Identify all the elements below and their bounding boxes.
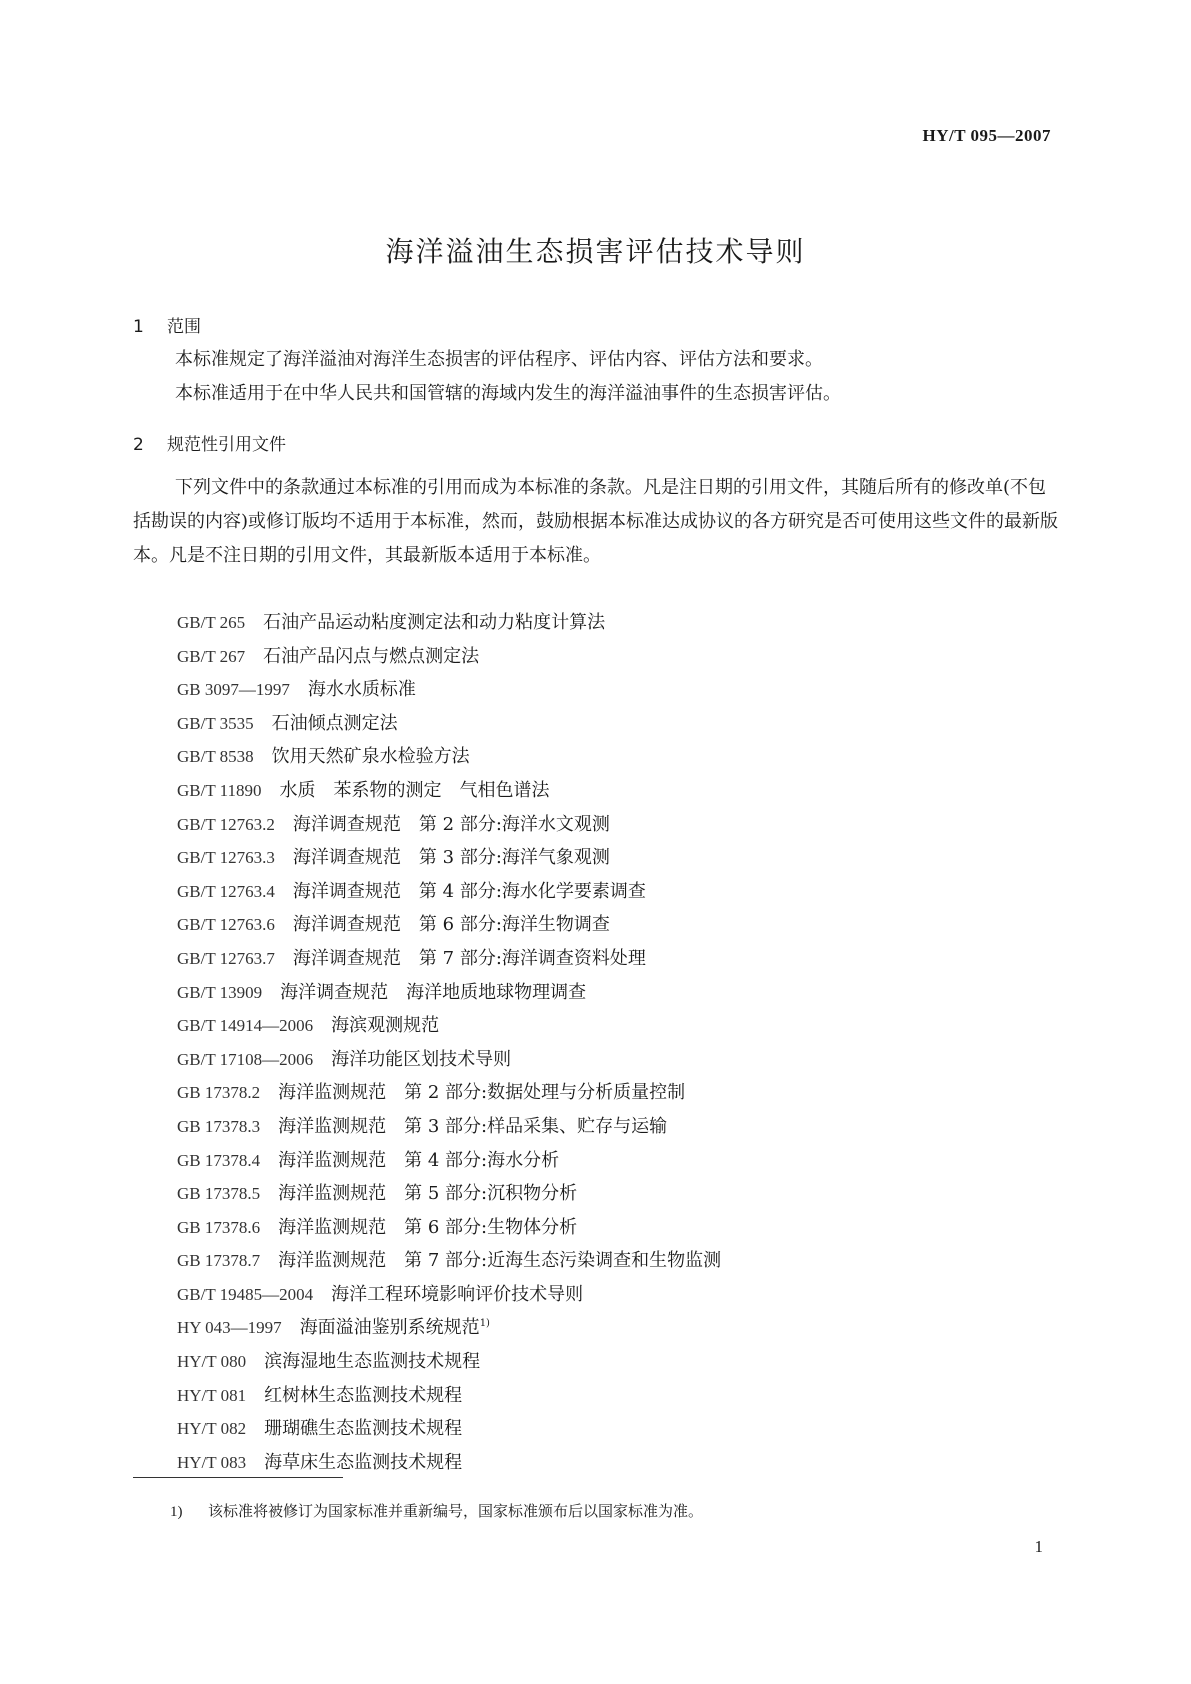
reference-title: 海洋监测规范 第 3 部分:样品采集、贮存与运输	[278, 1115, 668, 1137]
footnote	[170, 1500, 703, 1521]
section-title: 规范性引用文件	[167, 435, 286, 455]
reference-code: HY 043—1997	[177, 1318, 282, 1338]
reference-title: 海洋监测规范 第 4 部分:海水分析	[278, 1149, 560, 1171]
reference-item	[177, 1177, 721, 1211]
reference-item	[177, 640, 721, 674]
reference-code: GB 17378.4	[177, 1150, 261, 1170]
paragraph: 下列文件中的条款通过本标准的引用而成为本标准的条款。凡是注日期的引用文件，其随后所有的修改单(不包括勘误的内容)或修订版均不适用于本标准，然而，鼓励根据本标准达成协议的各方研究是否可使用这些文件的最新版本。凡是不注日期的引用文件，其最新版本适用于本标准。	[133, 477, 1059, 566]
reference-title: 海洋功能区划技术导则	[331, 1048, 512, 1070]
reference-item	[177, 1110, 721, 1144]
reference-item	[177, 1076, 721, 1110]
reference-code: HY/T 083	[177, 1452, 247, 1472]
reference-code: GB/T 12763.6	[177, 915, 275, 935]
reference-title: 滨海湿地生态监测技术规程	[264, 1351, 481, 1373]
reference-code: GB/T 12763.7	[177, 948, 275, 968]
page-number: 1	[1034, 1537, 1043, 1556]
reference-code: GB/T 11890	[177, 780, 262, 800]
standard-number: HY/T 095—2007	[922, 126, 1051, 145]
reference-item	[177, 1009, 721, 1043]
reference-item	[177, 1311, 721, 1345]
reference-code: GB/T 12763.4	[177, 881, 275, 901]
reference-item	[177, 606, 721, 640]
reference-code: HY/T 080	[177, 1352, 247, 1372]
reference-code: GB/T 265	[177, 613, 246, 632]
reference-item	[177, 942, 721, 976]
reference-list	[177, 606, 721, 1479]
footnote-separator	[133, 1477, 343, 1478]
section-heading-scope	[133, 312, 201, 337]
reference-item	[177, 1144, 721, 1178]
reference-code: HY/T 082	[177, 1419, 247, 1439]
section-references-intro	[133, 471, 1063, 573]
reference-code: GB 3097—1997	[177, 680, 290, 700]
reference-title: 石油倾点测定法	[271, 712, 398, 734]
reference-title: 珊瑚礁生态监测技术规程	[264, 1418, 463, 1440]
paragraph: 本标准适用于在中华人民共和国管辖的海域内发生的海洋溢油事件的生态损害评估。	[175, 383, 841, 404]
footnote-text: 该标准将被修订为国家标准并重新编号，国家标准颁布后以国家标准为准。	[208, 1502, 704, 1520]
footnote-mark: 1)	[170, 1504, 183, 1520]
reference-code: HY/T 081	[177, 1385, 247, 1405]
footnote-ref: 1)	[479, 1318, 490, 1330]
reference-title: 饮用天然矿泉水检验方法	[271, 746, 470, 768]
reference-item	[177, 976, 721, 1010]
reference-title: 海洋调查规范 海洋地质地球物理调查	[280, 981, 587, 1003]
reference-title: 海草床生态监测技术规程	[264, 1451, 463, 1473]
reference-code: GB 17378.2	[177, 1083, 261, 1103]
section-number: 2	[133, 435, 144, 455]
reference-title: 海洋调查规范 第 7 部分:海洋调查资料处理	[292, 947, 646, 969]
reference-item	[177, 673, 721, 707]
reference-title: 石油产品闪点与燃点测定法	[263, 645, 480, 667]
reference-code: GB/T 3535	[177, 713, 254, 733]
section-title: 范围	[167, 317, 201, 337]
reference-title: 石油产品运动粘度测定法和动力粘度计算法	[263, 612, 606, 633]
reference-code: GB/T 267	[177, 646, 246, 666]
reference-item	[177, 774, 721, 808]
reference-item	[177, 1412, 721, 1446]
reference-item	[177, 1043, 721, 1077]
reference-title: 海洋调查规范 第 6 部分:海洋生物调查	[292, 914, 610, 936]
reference-title: 海洋监测规范 第 2 部分:数据处理与分析质量控制	[278, 1082, 686, 1104]
reference-code: GB/T 13909	[177, 982, 263, 1002]
reference-title: 水质 苯系物的测定 气相色谱法	[279, 779, 550, 801]
reference-title: 海洋调查规范 第 3 部分:海洋气象观测	[292, 847, 610, 869]
reference-item	[177, 908, 721, 942]
reference-title: 海洋监测规范 第 7 部分:近海生态污染调查和生物监测	[278, 1250, 722, 1272]
reference-title: 海面溢油鉴别系统规范	[299, 1317, 480, 1339]
reference-title: 红树林生态监测技术规程	[264, 1384, 463, 1406]
reference-item	[177, 1446, 721, 1480]
reference-item	[177, 808, 721, 842]
reference-title: 海洋监测规范 第 6 部分:生物体分析	[278, 1216, 578, 1238]
reference-item	[177, 1211, 721, 1245]
reference-title: 海洋工程环境影响评价技术导则	[331, 1283, 584, 1305]
reference-item	[177, 841, 721, 875]
reference-item	[177, 1345, 721, 1379]
reference-item	[177, 707, 721, 741]
document-title: 海洋溢油生态损害评估技术导则	[385, 235, 806, 268]
section-heading-normative-references	[133, 430, 286, 455]
reference-code: GB 17378.6	[177, 1217, 261, 1237]
paragraph: 本标准规定了海洋溢油对海洋生态损害的评估程序、评估内容、评估方法和要求。	[175, 349, 823, 370]
reference-code: GB/T 8538	[177, 747, 254, 767]
reference-code: GB 17378.3	[177, 1116, 261, 1136]
reference-code: GB/T 12763.2	[177, 814, 275, 834]
reference-code: GB/T 17108—2006	[177, 1049, 314, 1069]
reference-title: 海洋调查规范 第 4 部分:海水化学要素调查	[292, 880, 646, 902]
reference-item	[177, 875, 721, 909]
reference-code: GB/T 12763.3	[177, 848, 275, 868]
reference-title: 海滨观测规范	[331, 1015, 440, 1037]
section-scope-body	[133, 343, 1063, 411]
reference-item	[177, 740, 721, 774]
reference-code: GB/T 14914—2006	[177, 1016, 314, 1036]
reference-title: 海洋监测规范 第 5 部分:沉积物分析	[278, 1183, 578, 1205]
reference-item	[177, 1379, 721, 1413]
section-number: 1	[133, 317, 144, 337]
reference-title: 海洋调查规范 第 2 部分:海洋水文观测	[292, 813, 610, 835]
reference-code: GB 17378.5	[177, 1184, 261, 1204]
reference-item	[177, 1278, 721, 1312]
reference-item	[177, 1244, 721, 1278]
reference-title: 海水水质标准	[307, 679, 416, 701]
reference-code: GB/T 19485—2004	[177, 1284, 314, 1304]
reference-code: GB 17378.7	[177, 1251, 261, 1271]
